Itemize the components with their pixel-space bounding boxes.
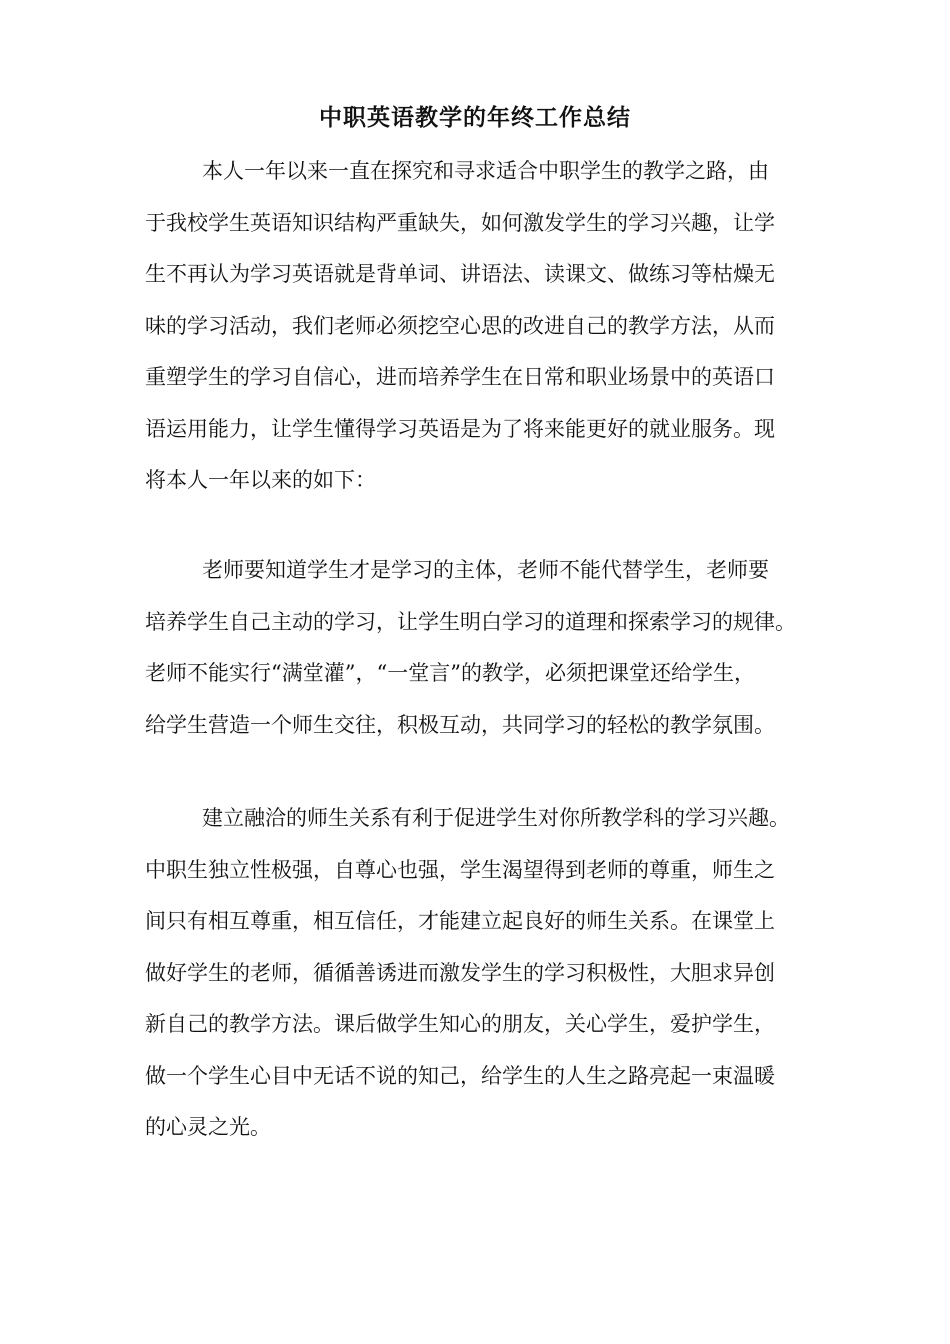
paragraph-line: 的心灵之光。 (145, 1115, 271, 1139)
paragraph-line: 老师要知道学生才是学习的主体，老师不能代替学生，老师要 (202, 558, 769, 582)
paragraph-student-subject (145, 545, 805, 751)
paragraph-line: 将本人一年以来的如下： (145, 468, 376, 492)
paragraph-line: 给学生营造一个师生交往，积极互动，共同学习的轻松的教学氛围。 (145, 712, 775, 737)
paragraph-line: 中职生独立性极强，自尊心也强，学生渴望得到老师的尊重，师生之 (145, 857, 775, 882)
paragraph-line: 建立融洽的师生关系有利于促进学生对你所教学科的学习兴趣。 (202, 806, 790, 830)
paragraph-line: 生不再认为学习英语就是背单词、讲语法、读课文、做练习等枯燥无 (145, 262, 775, 286)
paragraph-line: 培养学生自己主动的学习，让学生明白学习的道理和探索学习的规律。 (145, 609, 796, 634)
document-title: 中职英语教学的年终工作总结 (319, 105, 631, 131)
paragraph-line: 语运用能力，让学生懂得学习英语是为了将来能更好的就业服务。现 (145, 416, 775, 441)
paragraph-line: 做一个学生心目中无话不说的知己，给学生的人生之路亮起一束温暖 (145, 1063, 775, 1088)
paragraph-intro (145, 146, 805, 507)
paragraph-line: 新自己的教学方法。课后做学生知心的朋友，关心学生，爱护学生， (145, 1012, 775, 1036)
paragraph-line: 本人一年以来一直在探究和寻求适合中职学生的教学之路，由 (202, 159, 769, 183)
paragraph-line: 重塑学生的学习自信心，进而培养学生在日常和职业场景中的英语口 (145, 365, 775, 389)
paragraph-line: 老师不能实行“满堂灌”，“一堂言”的教学，必须把课堂还给学生， (145, 661, 755, 685)
paragraph-line: 味的学习活动，我们老师必须挖空心思的改进自己的教学方法，从而 (145, 313, 775, 338)
paragraph-teacher-student-relation (145, 793, 805, 1154)
paragraph-line: 于我校学生英语知识结构严重缺失，如何激发学生的学习兴趣，让学 (145, 210, 775, 235)
paragraph-line: 做好学生的老师，循循善诱进而激发学生的学习积极性，大胆求异创 (145, 960, 775, 985)
paragraph-line: 间只有相互尊重，相互信任，才能建立起良好的师生关系。在课堂上 (145, 909, 775, 933)
